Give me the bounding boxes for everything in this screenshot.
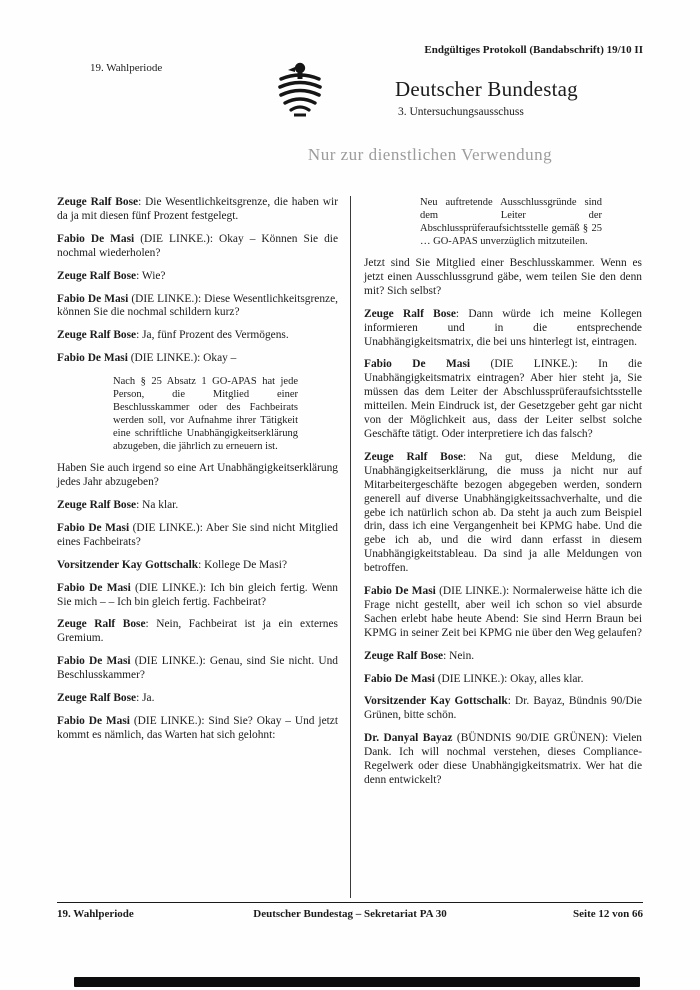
speech-paragraph: Fabio De Masi (DIE LINKE.): Okay, alles klar. bbox=[364, 672, 584, 685]
speech-paragraph: Fabio De Masi (DIE LINKE.): Diese Wesentlichkeitsgrenze, können Sie die nochmal schildern kurz? bbox=[57, 292, 338, 319]
speech-paragraph: Zeuge Ralf Bose: Na klar. bbox=[57, 498, 179, 511]
speech-paragraph: Fabio De Masi (DIE LINKE.): Normalerweise hätte ich die Frage nicht gestellt, aber weil ich schon so viel absurde Sachen erlebt habe heute Abend: Sie sind Herrn Braun bei KPMG in seiner Zeit bei KPMG nie über den Weg gelaufen? bbox=[364, 585, 642, 639]
footer-secretariat: Deutscher Bundestag – Sekretariat PA 30 bbox=[253, 908, 447, 920]
speaker-name: Zeuge Ralf Bose bbox=[57, 329, 137, 342]
transcript-body bbox=[57, 196, 643, 902]
speaker-name: Zeuge Ralf Bose bbox=[57, 269, 137, 282]
footer-wahlperiode: 19. Wahlperiode bbox=[57, 908, 134, 928]
speaker-name: Zeuge Ralf Bose bbox=[364, 307, 456, 320]
document-reference: Endgültiges Protokoll (Bandabschrift) 19/10 II bbox=[424, 44, 643, 56]
speech-paragraph: Zeuge Ralf Bose: Ja, fünf Prozent des Vermögens. bbox=[57, 329, 289, 342]
speech-paragraph: Fabio De Masi (DIE LINKE.): Okay – Können Sie die nochmal wiederholen? bbox=[57, 232, 338, 259]
speaker-name: Fabio De Masi bbox=[364, 585, 436, 598]
speech-paragraph: Fabio De Masi (DIE LINKE.): In die Unabhängigkeitsmatrix eintragen? Aber hier steht ja, Sie müssen das dem Leiter der Abschlussprüferaufsichtsstelle mitteilen. Mein Eindruck ist, der Gesetzgeber geht gar nicht von der Möglichkeit aus, dass der Leiter selbst solche Geschäfte tätigt. Oder interpretiere ich das falsch? bbox=[364, 358, 643, 440]
organization-title: Deutscher Bundestag bbox=[395, 77, 578, 101]
speech-paragraph: Haben Sie auch irgend so eine Art Unabhängigkeitserklärung jedes Jahr abzugeben? bbox=[57, 462, 338, 489]
footer-page-number: Seite 12 von 66 bbox=[573, 908, 643, 928]
speaker-name: Fabio De Masi bbox=[364, 358, 471, 371]
scan-edge-bar bbox=[74, 977, 640, 987]
speaker-name: Vorsitzender Kay Gottschalk bbox=[57, 558, 199, 571]
speech-paragraph: Zeuge Ralf Bose: Na gut, diese Meldung, die Unabhängigkeitserklärung, die muss ja nicht nur auf Mitarbeitergeschäfte bezogen abgegeben werden, sondern generell auf diverse Unabhängigkeitssachverhalte, und die gebe ich natürlich schon ab. Da steht ja auch zum Beispiel drin, dass ich eine Vergangenheit bei KPMG habe. Und die gebe ich ab, und die wird dann erfasst in diesem Unabhängigkeitstableau. Da sind ja alle Meldungen von betroffen. bbox=[364, 450, 642, 575]
speech-paragraph: Zeuge Ralf Bose: Dann würde ich meine Kollegen informieren und in die entsprechende Unabhängigkeitsmatrix, die bei uns hinterlegt ist, eintragen. bbox=[364, 307, 642, 348]
speech-paragraph: Vorsitzender Kay Gottschalk: Kollege De Masi? bbox=[57, 558, 288, 571]
speaker-name: Vorsitzender Kay Gottschalk bbox=[364, 695, 508, 708]
bundestag-eagle-logo bbox=[277, 59, 323, 117]
speech-paragraph: Fabio De Masi (DIE LINKE.): Sind Sie? Okay – Und jetzt kommt es nämlich, das Warten hat sich gelohnt: bbox=[57, 714, 339, 741]
speaker-name: Fabio De Masi bbox=[57, 655, 131, 668]
committee-label: 3. Untersuchungsausschuss bbox=[398, 106, 524, 118]
speaker-name: Fabio De Masi bbox=[57, 521, 130, 534]
speech-paragraph: Dr. Danyal Bayaz (BÜNDNIS 90/DIE GRÜNEN): Vielen Dank. Ich will nochmal verstehen, dieses Compliance-Regelwerk oder diese Unabhängigkeitsmatrix. Wer hat die denn entwickelt? bbox=[364, 732, 642, 786]
right-column bbox=[364, 196, 642, 902]
speech-paragraph: Zeuge Ralf Bose: Wie? bbox=[57, 269, 166, 282]
speech-paragraph: Zeuge Ralf Bose: Nein, Fachbeirat ist ja ein externes Gremium. bbox=[57, 618, 338, 645]
quote-block: Nach § 25 Absatz 1 GO-APAS hat jede Person, die Mitglied einer Beschlusskammer oder des Fachbeirats werden soll, vor Aufnahme ihrer Tätigkeit eine schriftliche Unabhängigkeitserklärung abzugeben, die jährlich zu erneuern ist. bbox=[113, 376, 298, 453]
speaker-name: Zeuge Ralf Bose bbox=[57, 692, 137, 705]
speech-paragraph: Jetzt sind Sie Mitglied einer Beschlusskammer. Wenn es jetzt einen Ausschlussgrund gäbe, wem teilen Sie den denn mit? Sich selbst? bbox=[364, 257, 642, 297]
speaker-name: Fabio De Masi bbox=[364, 672, 435, 685]
speech-paragraph: Zeuge Ralf Bose: Die Wesentlichkeitsgrenze, die haben wir da ja mit diesen fünf Prozent festgelegt. bbox=[57, 196, 338, 222]
speech-paragraph: Vorsitzender Kay Gottschalk: Dr. Bayaz, Bündnis 90/Die Grünen, bitte schön. bbox=[364, 695, 642, 722]
speech-paragraph: Fabio De Masi (DIE LINKE.): Genau, sind Sie nicht. Und Beschlusskammer? bbox=[57, 655, 338, 682]
speaker-name: Zeuge Ralf Bose bbox=[57, 196, 139, 208]
speaker-name: Dr. Danyal Bayaz bbox=[364, 732, 453, 745]
quote-block: Neu auftretende Ausschlussgründe sind dem Leiter der Abschlussprüferaufsichtsstelle gemäß § 25 … GO-APAS unverzüglich mitzuteilen. bbox=[420, 197, 602, 247]
page-footer bbox=[57, 902, 643, 928]
speaker-name: Zeuge Ralf Bose bbox=[364, 649, 444, 662]
speaker-name: Zeuge Ralf Bose bbox=[364, 450, 463, 463]
speech-paragraph: Zeuge Ralf Bose: Ja. bbox=[57, 692, 155, 705]
column-divider-rule bbox=[350, 196, 351, 898]
speaker-name: Zeuge Ralf Bose bbox=[57, 498, 137, 511]
speaker-name: Zeuge Ralf Bose bbox=[57, 618, 146, 631]
legislative-period-label: 19. Wahlperiode bbox=[90, 62, 163, 74]
speech-paragraph: Fabio De Masi (DIE LINKE.): Aber Sie sind nicht Mitglied eines Fachbeirats? bbox=[57, 521, 338, 548]
speaker-name: Fabio De Masi bbox=[57, 581, 131, 594]
speech-paragraph: Fabio De Masi (DIE LINKE.): Okay – bbox=[57, 352, 237, 365]
speech-paragraph: Fabio De Masi (DIE LINKE.): Ich bin gleich fertig. Wenn Sie mich – – Ich bin gleich fertig. Fachbeirat? bbox=[57, 581, 338, 608]
speaker-name: Fabio De Masi bbox=[57, 714, 130, 727]
speaker-name: Fabio De Masi bbox=[57, 232, 135, 245]
speech-paragraph: Zeuge Ralf Bose: Nein. bbox=[364, 649, 475, 662]
classification-notice: Nur zur dienstlichen Verwendung bbox=[307, 145, 553, 164]
speaker-name: Fabio De Masi bbox=[57, 352, 128, 365]
speaker-name: Fabio De Masi bbox=[57, 292, 129, 305]
left-column bbox=[57, 196, 338, 902]
